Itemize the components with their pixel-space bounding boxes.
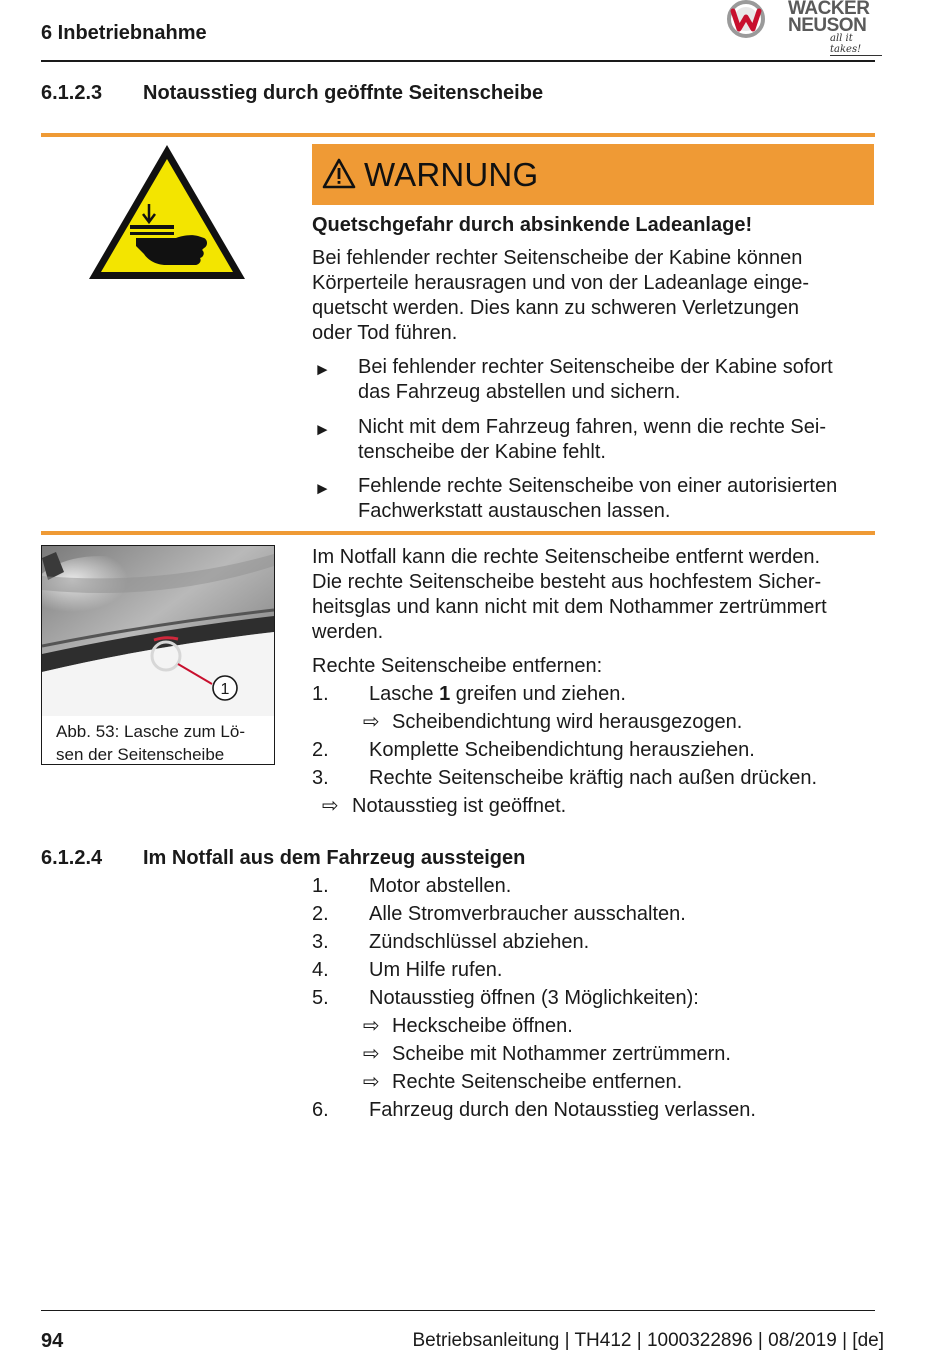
warning-top-rule: [41, 133, 875, 137]
document-reference: Betriebsanleitung | TH412 | 1000322896 | 08/2019 | [de]: [412, 1330, 884, 1351]
step-text: Alle Stromverbraucher ausschalten.: [369, 903, 686, 925]
brand-w-icon: [724, 0, 768, 40]
warning-banner: [312, 144, 874, 205]
warning-text-line: Körperteile herausragen und von der Ladeanlage einge-: [312, 272, 810, 294]
cabin-window-photo: [42, 546, 274, 716]
step-text: Zündschlüssel abziehen.: [369, 931, 590, 953]
figure-53: [41, 545, 275, 765]
footer-rule: [41, 1310, 875, 1311]
wacker-neuson-logo: [722, 0, 882, 55]
section-number: 6.1.2.3: [41, 82, 103, 104]
result-arrow-icon: ⇨: [363, 1015, 380, 1037]
step-number: 2.: [312, 739, 329, 761]
bullet-line: tenscheibe der Kabine fehlt.: [358, 441, 606, 463]
section-title: Notausstieg durch geöffnte Seitenscheibe: [143, 82, 544, 104]
section-number: 6.1.2.4: [41, 847, 103, 869]
step-text: Lasche 1 greifen und ziehen.: [369, 683, 626, 705]
option-text: Heckscheibe öffnen.: [392, 1015, 573, 1037]
warning-text-line: Bei fehlender rechter Seitenscheibe der Kabine können: [312, 247, 803, 269]
step-number: 2.: [312, 903, 329, 925]
logo-line-1: WACKER: [788, 0, 870, 19]
warning-bullet: [358, 415, 826, 465]
crush-hazard-icon: [86, 142, 248, 282]
logo-tagline: all it takes!: [830, 33, 882, 56]
warning-text-line: quetscht werden. Dies kann zu schweren Verletzungen: [312, 297, 799, 319]
step-text: Komplette Scheibendichtung herausziehen.: [369, 739, 755, 761]
step-result: Scheibendichtung wird herausgezogen.: [392, 711, 743, 733]
bullet-arrow-icon: ►: [314, 360, 331, 379]
step-number: 1.: [312, 683, 329, 705]
warning-text-line: oder Tod führen.: [312, 322, 458, 344]
logo-line-2: NEUSON: [788, 15, 867, 36]
intro-paragraph: [312, 545, 827, 645]
step-number: 3.: [312, 767, 329, 789]
callout-number: 1: [220, 681, 230, 698]
intro-line: Die rechte Seitenscheibe besteht aus hochfestem Sicher-: [312, 571, 822, 593]
step-number: 4.: [312, 959, 329, 981]
final-result: Notausstieg ist geöffnet.: [352, 795, 567, 817]
step-text: Um Hilfe rufen.: [369, 959, 503, 981]
warning-lead: Quetschgefahr durch absinkende Ladeanlage!: [312, 214, 753, 236]
caption-line: Abb. 53: Lasche zum Lö-: [56, 722, 246, 741]
intro-line: Im Notfall kann die rechte Seitenscheibe entfernt werden.: [312, 546, 821, 568]
intro-line: heitsglas und kann nicht mit dem Nothammer zertrümmert: [312, 596, 827, 618]
step-text: Notausstieg öffnen (3 Möglichkeiten):: [369, 987, 699, 1009]
chapter-title: 6 Inbetriebnahme: [41, 22, 207, 44]
result-arrow-icon: ⇨: [363, 1071, 380, 1093]
bullet-line: Bei fehlender rechter Seitenscheibe der Kabine sofort: [358, 356, 833, 378]
header-rule: [41, 60, 875, 62]
warning-text: [312, 246, 809, 346]
warning-bottom-rule: [41, 531, 875, 535]
result-arrow-icon: ⇨: [322, 795, 339, 817]
caption-line: sen der Seitenscheibe: [56, 745, 225, 764]
warning-bullet: [358, 355, 833, 405]
procedure-title: Rechte Seitenscheibe entfernen:: [312, 655, 603, 677]
bullet-line: Fachwerkstatt austauschen lassen.: [358, 500, 671, 522]
warning-bullet: [358, 474, 837, 524]
section-title: Im Notfall aus dem Fahrzeug aussteigen: [143, 847, 526, 869]
warning-triangle-icon: [322, 158, 356, 190]
page-number: 94: [41, 1330, 64, 1352]
step-number: 3.: [312, 931, 329, 953]
bullet-line: Fehlende rechte Seitenscheibe von einer autorisierten: [358, 475, 838, 497]
step-text: Fahrzeug durch den Notausstieg verlassen.: [369, 1099, 756, 1121]
figure-caption: [56, 720, 245, 766]
option-text: Scheibe mit Nothammer zertrümmern.: [392, 1043, 731, 1065]
bullet-line: das Fahrzeug abstellen und sichern.: [358, 381, 681, 403]
bullet-arrow-icon: ►: [314, 479, 331, 498]
intro-line: werden.: [312, 621, 384, 643]
step-text: Rechte Seitenscheibe kräftig nach außen drücken.: [369, 767, 818, 789]
option-text: Rechte Seitenscheibe entfernen.: [392, 1071, 683, 1093]
bullet-arrow-icon: ►: [314, 420, 331, 439]
step-number: 6.: [312, 1099, 329, 1121]
step-number: 1.: [312, 875, 329, 897]
step-number: 5.: [312, 987, 329, 1009]
step-text: Motor abstellen.: [369, 875, 512, 897]
result-arrow-icon: ⇨: [363, 1043, 380, 1065]
bullet-line: Nicht mit dem Fahrzeug fahren, wenn die rechte Sei-: [358, 416, 826, 438]
warning-signal-word: WARNUNG: [364, 156, 539, 193]
result-arrow-icon: ⇨: [363, 711, 380, 733]
